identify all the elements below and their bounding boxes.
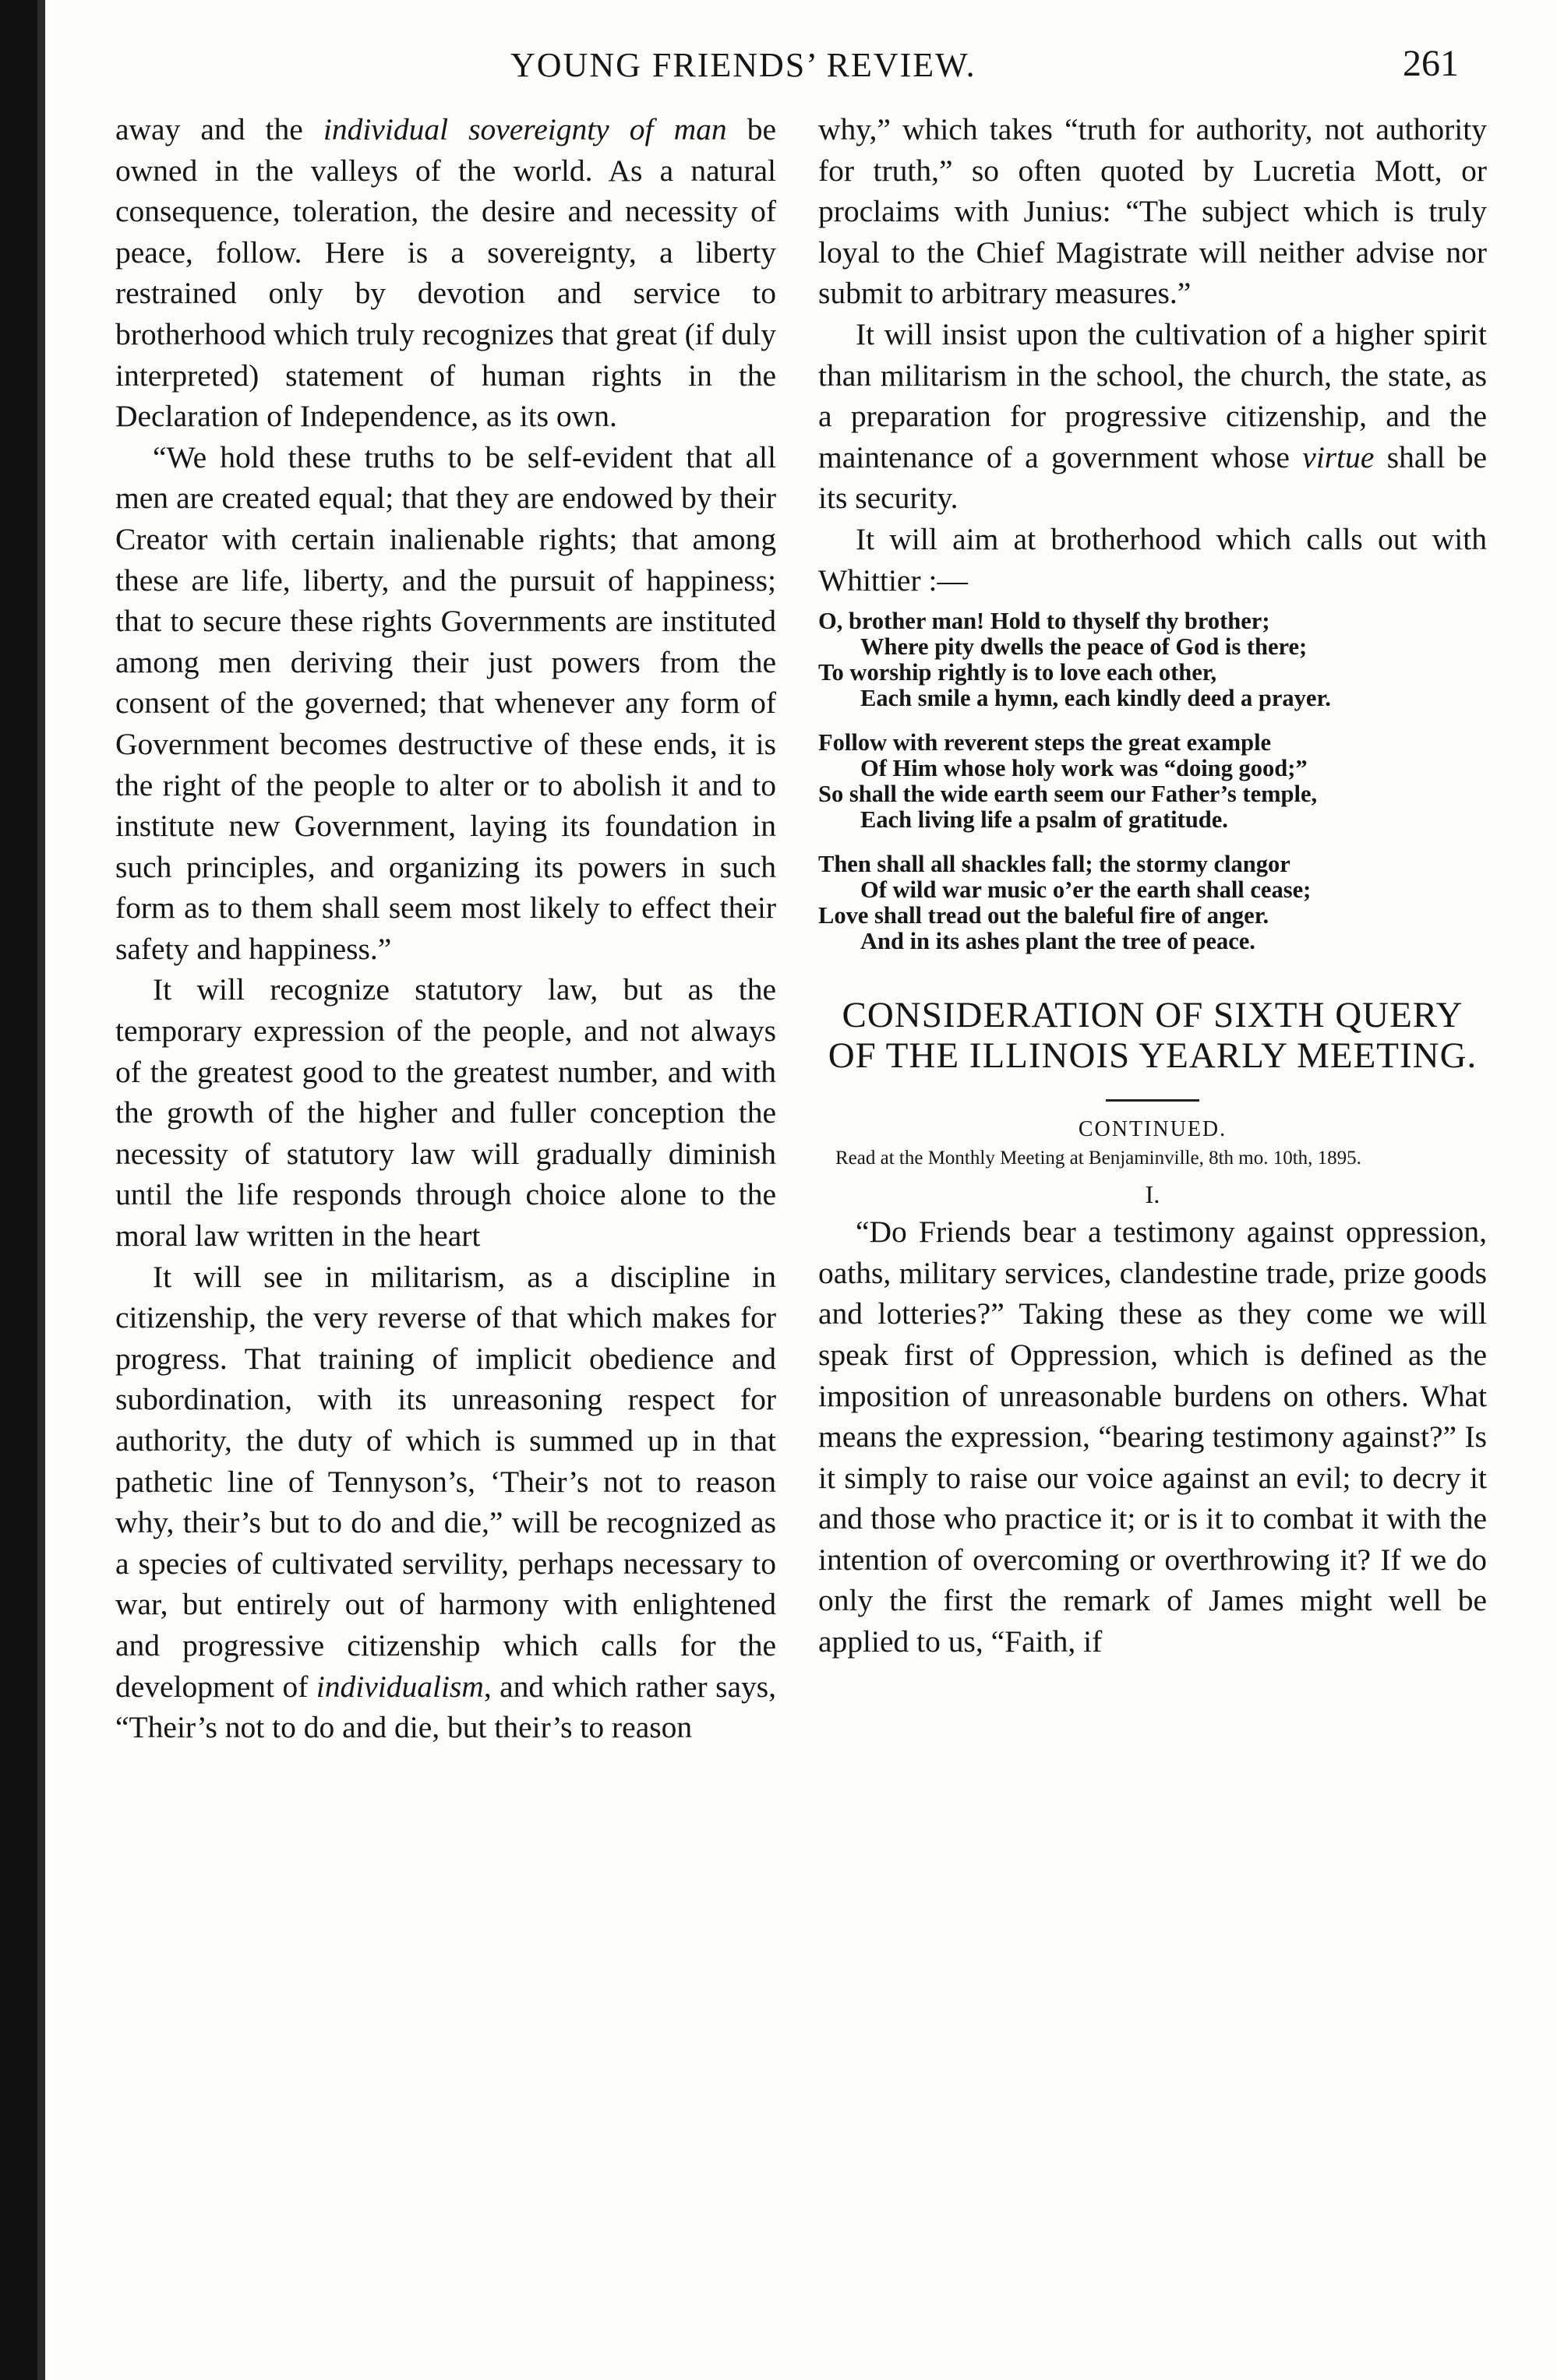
poem-line: Follow with reverent steps the great example — [818, 729, 1272, 756]
poem-line: Where pity dwells the peace of God is there; — [860, 633, 1308, 661]
scan-edge-shadow — [37, 0, 45, 2380]
emphasis-text: virtue — [1302, 439, 1375, 474]
poem-stanza — [818, 608, 1487, 711]
poem-line: Then shall all shackles fall; the stormy clangor — [818, 851, 1290, 878]
emphasis-text: individualism — [316, 1669, 484, 1704]
paragraph — [115, 109, 776, 437]
paragraph — [818, 314, 1487, 519]
running-title: YOUNG FRIENDS’ REVIEW. — [510, 46, 976, 84]
right-column — [818, 109, 1487, 1662]
paragraph: It will aim at brotherhood which calls out with Whittier :— — [818, 521, 1487, 598]
poem-line: Each smile a hymn, each kindly deed a prayer. — [860, 685, 1331, 712]
paragraph-text: It will insist upon the cultivation of a higher spirit than militarism in the school, the church, the state, as a preparation for progressive citizenship, and the maintenance of a government whose — [818, 316, 1487, 474]
section-numeral: I. — [1145, 1180, 1160, 1209]
page-number: 261 — [1403, 43, 1459, 84]
poem-line: So shall the wide earth seem our Father’s temple, — [818, 781, 1318, 808]
poem-line: And in its ashes plant the tree of peace. — [860, 928, 1255, 955]
poem-line: To worship rightly is to love each other, — [818, 659, 1217, 686]
emphasis-text: individual sovereignty of man — [323, 112, 727, 146]
heading-rule — [1106, 1099, 1199, 1102]
left-column — [115, 109, 776, 1748]
poem-line: Each living life a psalm of gratitude. — [860, 806, 1228, 834]
poem-stanza — [818, 852, 1487, 954]
continued-label: CONTINUED. — [1078, 1117, 1227, 1142]
paragraph-text: away and the — [115, 112, 323, 146]
poem-line: Love shall tread out the baleful fire of anger. — [818, 902, 1269, 929]
poem-line: O, brother man! Hold to thyself thy brother; — [818, 608, 1270, 635]
paragraph: It will recognize statutory law, but as the temporary expression of the people, and not always of the greatest good to the greatest number, and with the growth of the higher and fuller conception the necessity of statutory law will gradually diminish until the life responds through choice alone to the moral law written in the heart — [115, 972, 776, 1253]
poem — [818, 608, 1487, 954]
running-head — [0, 45, 1557, 92]
paragraph-text: , and which rather says, “Their’s not to do and die, but their’s to reason — [115, 1669, 776, 1745]
poem-line: Of wild war music o’er the earth shall cease; — [860, 876, 1312, 904]
paragraph — [115, 1257, 776, 1748]
paragraph: “We hold these truths to be self-evident that all men are created equal; that they are endowed by their Creator with certain inalienable rights; that among these are life, liberty, and the pursuit of happiness; that to secure these rights Governments are instituted among men deriving their just powers from the consent of the governed; that whenever any form of Government becomes destructive of these ends, it is the right of the people to alter or to abolish it and to institute new Government, laying its foundation in such principles, and organizing its powers in such form as to them shall seem most likely to effect their safety and happiness.” — [115, 439, 776, 966]
paragraph-text: shall be its security. — [818, 439, 1487, 516]
read-note: Read at the Monthly Meeting at Benjaminville, 8th mo. 10th, 1895. — [835, 1148, 1361, 1169]
poem-line: Of Him whose holy work was “doing good;” — [860, 755, 1308, 782]
paragraph: why,” which takes “truth for authority, not authority for truth,” so often quoted by Lucretia Mott, or proclaims with Junius: “The subject which is truly loyal to the Chief Magistrate will neither advise nor submit to arbitrary measures.” — [818, 112, 1487, 311]
paragraph-text: It will see in militarism, as a discipline in citizenship, the very reverse of that which makes for progress. That training of implicit obedience and subordination, with its unreasoning respect for authority, the duty of which is summed up in that pathetic line of Tennyson’s, ‘Their’s not to reason why, their’s but to do and die,” will be recognized as a species of cultivated servility, perhaps necessary to war, but entirely out of harmony with enlightened and progressive citizenship which calls for the development of — [115, 1259, 776, 1704]
section-heading: CONSIDERATION OF SIXTH QUERY OF THE ILLINOIS YEARLY MEETING. — [828, 995, 1478, 1077]
paragraph-text: be owned in the valleys of the world. As a natural consequence, toleration, the desire and necessity of peace, follow. Here is a sovereignty, a liberty restrained only by devotion and service to brotherhood which truly recognizes that great (if duly interpreted) statement of human rights in the Declaration of Independence, as its own. — [115, 112, 776, 434]
poem-stanza — [818, 730, 1487, 833]
paragraph: “Do Friends bear a testimony against oppression, oaths, military services, clandestine trade, prize goods and lotteries?” Taking these as they come we will speak first of Oppression, which is defined as the imposition of unreasonable burdens on others. What means the expression, “bearing testimony against?” Is it simply to raise our voice against an evil; to decry it and those who practice it; or is it to combat it with the intention of overcoming or overthrowing it? If we do only the first the remark of James might well be applied to us, “Faith, if — [818, 1215, 1487, 1659]
